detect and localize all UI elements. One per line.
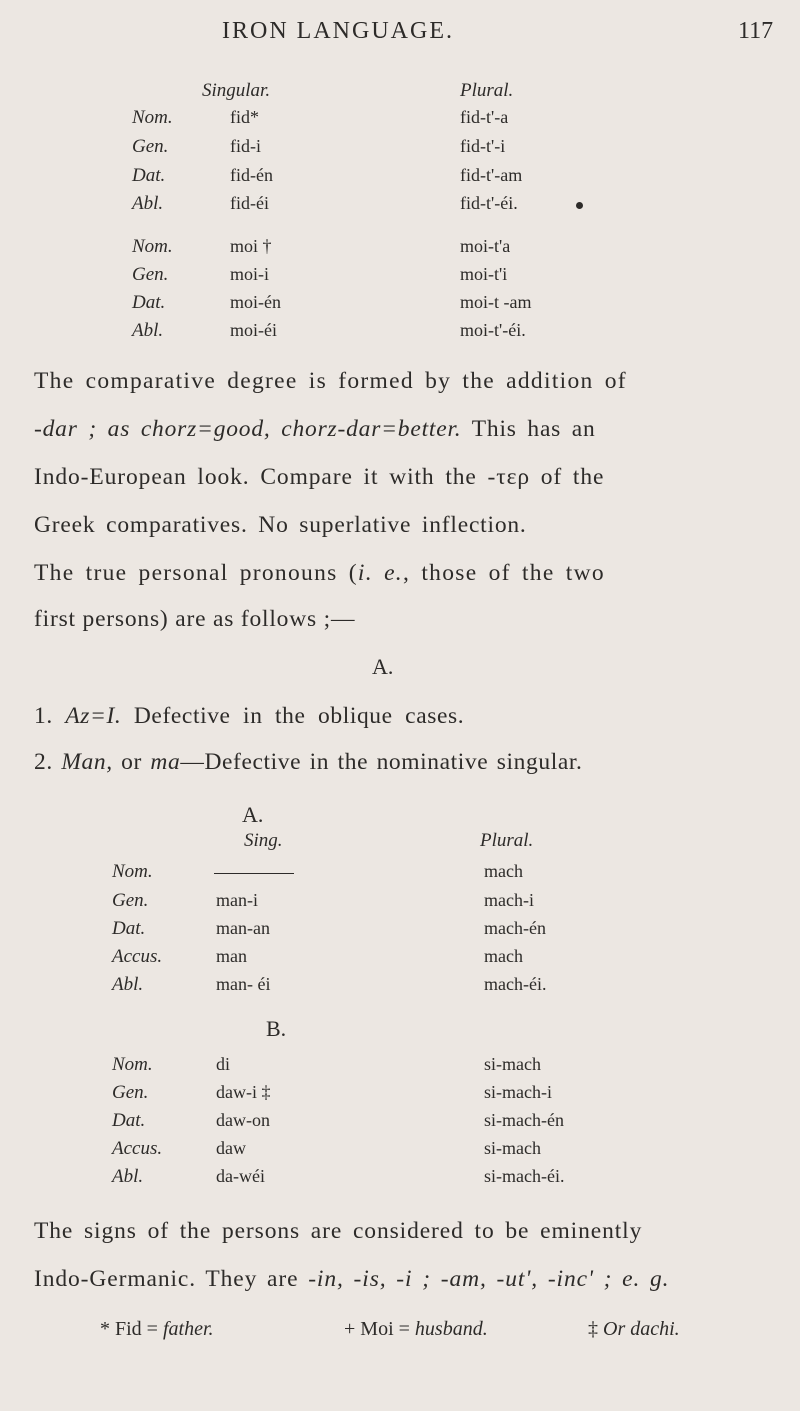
singular-form: moi †	[230, 236, 272, 256]
singular-form: moi-én	[230, 292, 281, 312]
plural-form: moi-t -am	[460, 292, 532, 312]
item-text: —Defective in the nominative singular.	[180, 749, 583, 775]
empty-form-dash	[214, 873, 294, 874]
case-label: Nom.	[132, 107, 173, 128]
plural-form: mach	[484, 861, 523, 881]
singular-form: fid-i	[230, 136, 261, 156]
sing-heading: Sing.	[244, 830, 283, 851]
plural-form: moi-t'i	[460, 264, 508, 284]
footnote-italic: father.	[162, 1318, 214, 1340]
singular-form: moi-éi	[230, 320, 277, 340]
plural-form: mach-én	[484, 918, 546, 938]
text-line: first persons) are as follows ;—	[34, 606, 356, 632]
footnote-italic: husband.	[414, 1318, 488, 1340]
page-number: 117	[738, 18, 774, 44]
singular-form: man-i	[216, 890, 258, 910]
singular-form: fid*	[230, 107, 259, 127]
plural-form: fid-t'-éi.	[460, 193, 518, 213]
singular-form: man-an	[216, 918, 270, 938]
singular-form: daw-on	[216, 1110, 270, 1130]
text-line	[34, 416, 596, 443]
case-label: Dat.	[112, 1110, 146, 1131]
list-item	[34, 703, 464, 730]
item-number: 2.	[34, 749, 53, 775]
plural-form: si-mach-i	[484, 1082, 552, 1102]
item-term: Az=I.	[65, 703, 122, 729]
plural-form: mach-éi.	[484, 974, 547, 994]
footnote	[344, 1318, 488, 1341]
text-line: Indo-European look. Compare it with the -τερ of the	[34, 464, 605, 490]
plural-form: mach	[484, 946, 523, 966]
text-italic: i. e.	[357, 560, 403, 586]
singular-form: fid-én	[230, 165, 273, 185]
plural-form: si-mach-én	[484, 1110, 564, 1130]
text-line	[34, 1266, 669, 1293]
plural-form: fid-t'-am	[460, 165, 523, 185]
item-term: Man,	[61, 749, 113, 775]
footnote-italic: Or dachi.	[603, 1318, 680, 1340]
plural-heading: Plural.	[480, 830, 534, 851]
section-label: A.	[372, 654, 394, 679]
text-line: The comparative degree is formed by the addition of	[34, 368, 627, 394]
case-label: Abl.	[112, 974, 144, 995]
plural-heading: Plural.	[460, 80, 514, 101]
case-label: Abl.	[112, 1166, 144, 1187]
text-line: The signs of the persons are considered to be eminently	[34, 1218, 643, 1244]
text-run: This has an	[461, 416, 596, 442]
case-label: Dat.	[132, 292, 166, 313]
item-term: ma	[150, 749, 181, 775]
item-text: or	[121, 749, 142, 775]
table-label: B.	[266, 1016, 287, 1041]
case-label: Abl.	[132, 193, 164, 214]
case-label: Gen.	[112, 1082, 149, 1103]
table-label: A.	[242, 802, 264, 827]
singular-form: di	[216, 1054, 231, 1074]
list-item	[34, 749, 582, 776]
case-label: Accus.	[112, 946, 163, 967]
case-label: Nom.	[112, 1054, 153, 1075]
singular-form: daw-i ‡	[216, 1082, 271, 1102]
case-label: Dat.	[132, 165, 166, 186]
case-label: Gen.	[132, 136, 169, 157]
singular-form: da-wéi	[216, 1166, 265, 1186]
case-label: Gen.	[132, 264, 169, 285]
plural-form: si-mach-éi.	[484, 1166, 565, 1186]
text-run: Indo-Germanic. They are	[34, 1266, 309, 1292]
case-label: Abl.	[132, 320, 164, 341]
singular-form: daw	[216, 1138, 246, 1158]
singular-form: fid-éi	[230, 193, 269, 213]
item-number: 1.	[34, 703, 53, 729]
plural-form: si-mach	[484, 1054, 541, 1074]
footnote	[100, 1318, 214, 1341]
text-italic: -dar ; as chorz=good, chorz-dar=better.	[34, 416, 462, 442]
case-label: Accus.	[112, 1138, 163, 1159]
singular-form: moi-i	[230, 264, 269, 284]
plural-form: fid-t'-i	[460, 136, 506, 156]
plural-form: fid-t'-a	[460, 107, 509, 127]
plural-form: si-mach	[484, 1138, 541, 1158]
plural-form: moi-t'-éi.	[460, 320, 526, 340]
text-line: Greek comparatives. No superlative inflection.	[34, 512, 527, 538]
plural-form: mach-i	[484, 890, 534, 910]
text-line	[34, 560, 605, 587]
footnote-text: + Moi =	[344, 1318, 415, 1340]
singular-form: man	[216, 946, 247, 966]
case-label: Nom.	[112, 861, 153, 882]
plural-form: moi-t'a	[460, 236, 511, 256]
singular-form: man- éi	[216, 974, 271, 994]
case-label: Gen.	[112, 890, 149, 911]
footnote	[588, 1318, 680, 1341]
case-label: Dat.	[112, 918, 146, 939]
item-text: Defective in the oblique cases.	[133, 703, 465, 729]
text-run: , those of the two	[402, 560, 605, 586]
case-label: Nom.	[132, 236, 173, 257]
text-italic: -in, -is, -i ; -am, -ut', -inc' ; e. g.	[308, 1266, 670, 1292]
text-run: The true personal pronouns (	[34, 560, 358, 586]
ink-spot	[576, 202, 583, 209]
singular-heading: Singular.	[202, 80, 271, 101]
page-header	[0, 14, 800, 54]
footnote-text: ‡	[588, 1318, 603, 1340]
footnote-text: * Fid =	[100, 1318, 163, 1340]
running-title: IRON LANGUAGE.	[222, 18, 454, 44]
